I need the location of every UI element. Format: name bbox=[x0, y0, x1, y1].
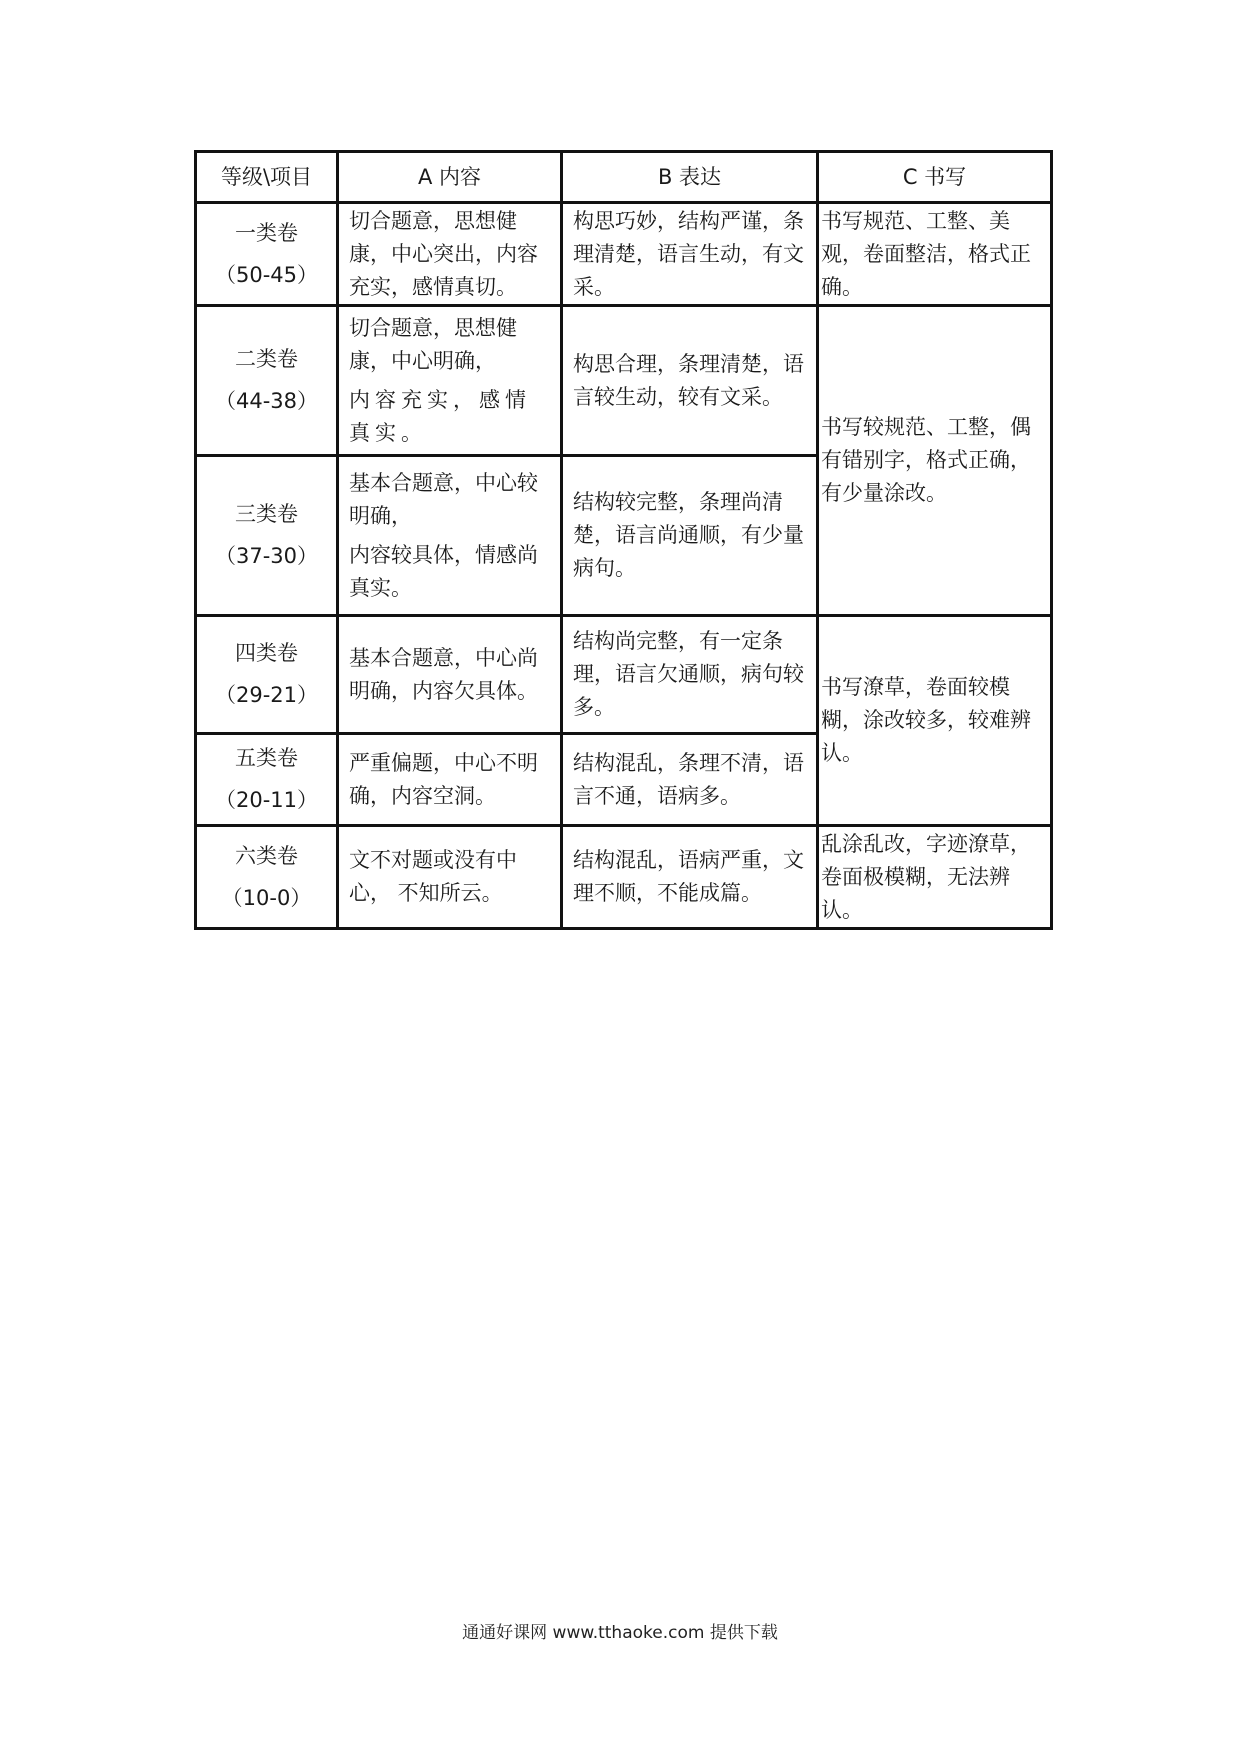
grade-range: （10-0） bbox=[221, 885, 312, 910]
writing-cell-merged bbox=[818, 616, 1052, 826]
writing-text: 书写潦草，卷面较模糊，涂改较多，较难辨认。 bbox=[821, 675, 1031, 765]
expression-cell bbox=[562, 826, 818, 929]
header-row bbox=[196, 152, 1052, 203]
content-cell bbox=[338, 826, 562, 929]
grade-cell bbox=[196, 456, 338, 616]
grade-cell bbox=[196, 203, 338, 306]
grade-range: （29-21） bbox=[214, 683, 319, 707]
grade-cell bbox=[196, 616, 338, 734]
expression-cell bbox=[562, 306, 818, 456]
writing-text: 书写规范、工整、美观，卷面整洁，格式正确。 bbox=[821, 208, 1031, 299]
content-text: 严重偏题，中心不明确，内容空洞。 bbox=[349, 750, 538, 808]
grade-name: 三类卷 bbox=[235, 502, 298, 526]
content-cell bbox=[338, 734, 562, 826]
grade-cell bbox=[196, 306, 338, 456]
content-text: 文不对题或没有中心， 不知所云。 bbox=[349, 848, 517, 905]
expression-text: 构思合理，条理清楚，语言较生动，较有文采。 bbox=[573, 351, 804, 409]
expression-text: 结构尚完整，有一定条理，语言欠通顺，病句较多。 bbox=[573, 629, 804, 719]
writing-text: 乱涂乱改，字迹潦草，卷面极模糊，无法辨认。 bbox=[821, 831, 1031, 922]
content-cell bbox=[338, 306, 562, 456]
grading-rubric-table bbox=[194, 150, 1053, 930]
grade-cell bbox=[196, 826, 338, 929]
grade-name: 五类卷 bbox=[235, 746, 298, 770]
content-text: 切合题意，思想健康，中心突出，内容充实，感情真切。 bbox=[349, 208, 538, 299]
writing-cell bbox=[818, 203, 1052, 306]
expression-cell bbox=[562, 734, 818, 826]
expression-text: 结构混乱，条理不清，语言不通，语病多。 bbox=[573, 750, 804, 808]
writing-cell-merged bbox=[818, 306, 1052, 616]
footer-download-note: 通通好课网 www.tthaoke.com 提供下载 bbox=[462, 1623, 778, 1643]
content-text: 基本合题意，中心较明确， bbox=[349, 470, 538, 528]
grade-name: 六类卷 bbox=[235, 843, 298, 868]
expression-cell bbox=[562, 203, 818, 306]
content-text: 内容较具体，情感尚真实。 bbox=[349, 542, 538, 600]
header-c-writing: C 书写 bbox=[818, 152, 1052, 203]
header-grade-item: 等级\项目 bbox=[196, 152, 338, 203]
grade-range: （50-45） bbox=[214, 262, 319, 287]
table-row bbox=[196, 203, 1052, 306]
table-row bbox=[196, 616, 1052, 734]
table-row bbox=[196, 826, 1052, 929]
content-text: 切合题意，思想健康，中心明确， bbox=[349, 315, 517, 373]
expression-text: 结构较完整，条理尚清楚，语言尚通顺，有少量病句。 bbox=[573, 490, 804, 580]
grade-range: （37-30） bbox=[214, 544, 319, 568]
content-cell bbox=[338, 203, 562, 306]
expression-text: 结构混乱，语病严重，文理不顺，不能成篇。 bbox=[573, 848, 804, 905]
grade-range: （44-38） bbox=[214, 389, 319, 413]
grade-name: 四类卷 bbox=[235, 641, 298, 665]
grade-name: 一类卷 bbox=[235, 220, 298, 245]
grade-name: 二类卷 bbox=[235, 347, 298, 371]
content-text: 基本合题意，中心尚明确，内容欠具体。 bbox=[349, 645, 538, 703]
content-cell bbox=[338, 616, 562, 734]
expression-text: 构思巧妙，结构严谨，条理清楚，语言生动，有文采。 bbox=[573, 208, 804, 299]
expression-cell bbox=[562, 616, 818, 734]
grade-cell bbox=[196, 734, 338, 826]
expression-cell bbox=[562, 456, 818, 616]
header-b-expression: B 表达 bbox=[562, 152, 818, 203]
content-text: 内容充实，感情真实。 bbox=[349, 387, 531, 445]
header-a-content: A 内容 bbox=[338, 152, 562, 203]
grade-range: （20-11） bbox=[214, 788, 319, 812]
table-row bbox=[196, 306, 1052, 456]
writing-text: 书写较规范、工整，偶有错别字，格式正确，有少量涂改。 bbox=[821, 415, 1031, 505]
writing-cell bbox=[818, 826, 1052, 929]
content-cell bbox=[338, 456, 562, 616]
